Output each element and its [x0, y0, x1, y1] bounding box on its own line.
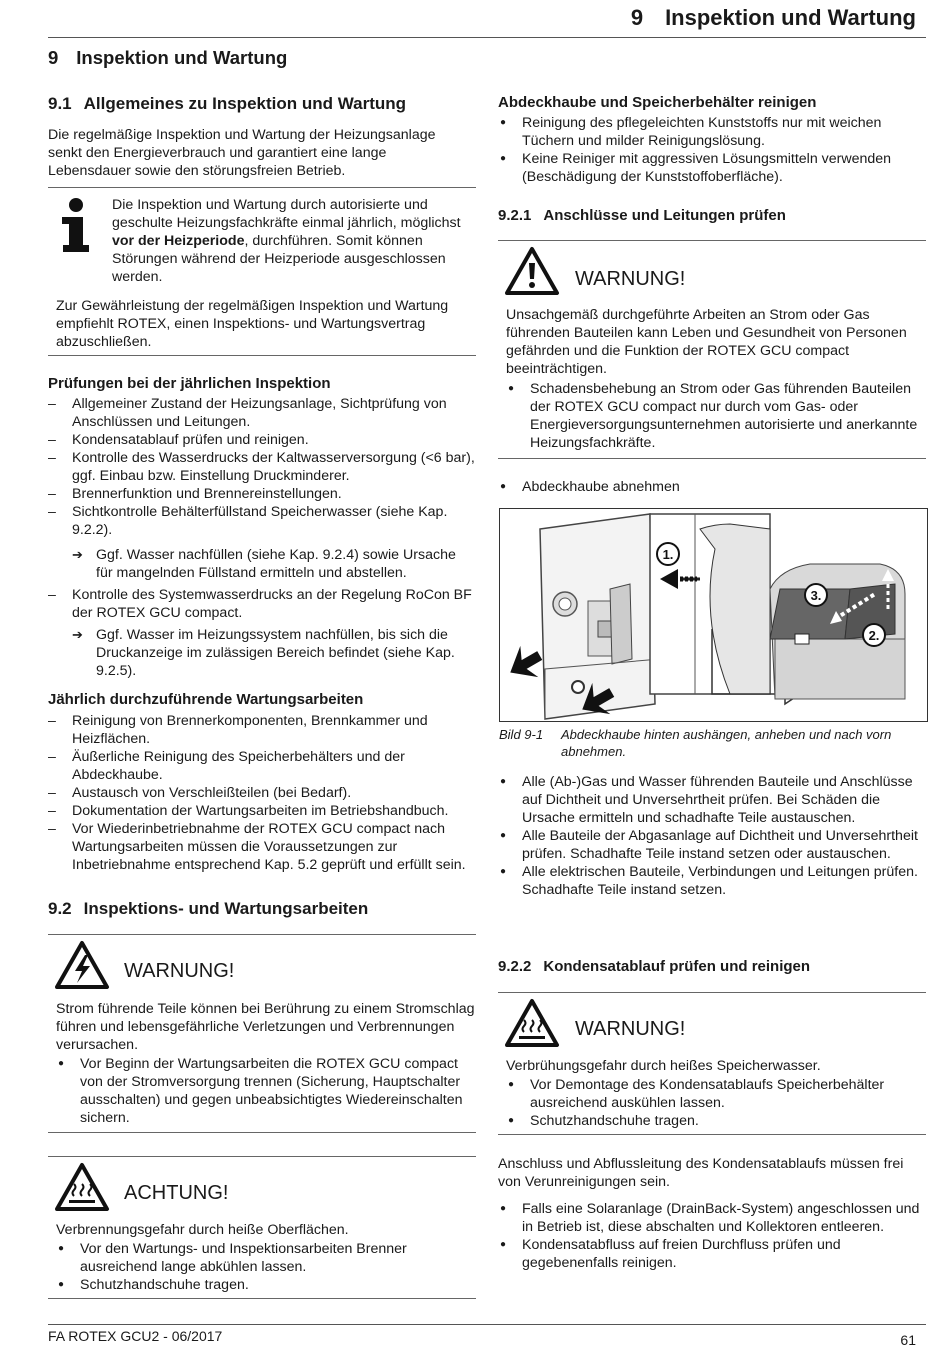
section-title-text: Allgemeines zu Inspektion und Wartung	[83, 94, 407, 113]
list-item: – Kondensatablauf prüfen und reinigen.	[48, 431, 476, 449]
list-item: – Kontrolle des Wasserdrucks der Kaltwasserversorgung (<6 bar), ggf. Einbau bzw. Einstellung Druckminderer.	[48, 449, 476, 485]
list-item: ● Kondensatabfluss auf freien Durchfluss prüfen und gegebenenfalls reinigen.	[498, 1236, 926, 1272]
checks-arrow-list-1	[48, 546, 476, 582]
caution-rule-bottom	[48, 1298, 476, 1299]
warn3-bullets	[506, 1076, 926, 1130]
caution-signal-word	[124, 1184, 228, 1204]
checks-title: Prüfungen bei der jährlichen Inspektion	[48, 375, 331, 392]
list-item: – Äußerliche Reinigung des Speicherbehälters und der Abdeckhaube.	[48, 748, 476, 784]
header-rule	[48, 37, 926, 38]
figure-caption	[499, 726, 927, 762]
warn1-signal-word	[124, 962, 234, 982]
list-item: – Allgemeiner Zustand der Heizungsanlage, Sichtprüfung von Anschlüssen und Leitungen.	[48, 395, 476, 431]
checks-list	[48, 395, 476, 539]
list-item: – Brennerfunktion und Brennereinstellungen.	[48, 485, 476, 503]
list-item: – Kontrolle des Systemwasserdrucks an der Regelung RoCon BF der ROTEX GCU compact.	[48, 586, 476, 622]
electric-warning-icon	[54, 940, 110, 990]
section-number: 9.2.2	[498, 958, 532, 975]
signal-text: WARNUNG!	[575, 268, 686, 290]
list-item: – Sichtkontrolle Behälterfüllstand Speicherwasser (siehe Kap. 9.2.2).	[48, 503, 476, 539]
checks-list-2	[48, 586, 476, 622]
drain-list	[498, 1200, 926, 1272]
maintenance-title: Jährlich durchzuführende Wartungsarbeiten	[48, 691, 364, 708]
step-3-label: 3.	[810, 588, 822, 603]
running-header	[631, 4, 916, 32]
warn2-rule-top	[498, 240, 926, 241]
section-title-text: Anschlüsse und Leitungen prüfen	[543, 207, 786, 224]
warn2-text: Unsachgemäß durchgeführte Arbeiten an Strom oder Gas führenden Bauteilen kann Leben und Gesundheit von Personen gefährden und die Funktion der ROTEX GCU compact beeinträchtigen.	[506, 307, 907, 377]
list-item: ● Vor den Wartungs- und Inspektionsarbeiten Brenner ausreichend lange abkühlen lassen.	[56, 1240, 476, 1276]
signal-text: WARNUNG!	[124, 960, 235, 982]
list-item: ● Schutzhandschuhe tragen.	[506, 1112, 926, 1130]
warn1-rule-bottom	[48, 1132, 476, 1133]
inspection-checks-list	[498, 773, 926, 899]
warn2-rule-bottom	[498, 458, 926, 459]
figure-caption-text: Abdeckhaube hinten aushängen, anheben und nach vorn abnehmen.	[561, 727, 892, 759]
section-number: 9.1	[48, 94, 72, 113]
list-item: ● Alle elektrischen Bauteile, Verbindungen und Leitungen prüfen. Schadhafte Teile instand setzen.	[498, 863, 926, 899]
maintenance-list	[48, 712, 476, 874]
info-rule-bottom	[48, 355, 476, 356]
warn3-rule-bottom	[498, 1134, 926, 1135]
section-title-text: Inspektions- und Wartungsarbeiten	[83, 899, 369, 918]
remove-cover-step	[498, 478, 926, 496]
chapter-title-text: Inspektion und Wartung	[76, 47, 288, 68]
step-1-label: 1.	[662, 547, 674, 562]
warn1-bullets	[56, 1055, 476, 1127]
info-text-pre: Die Inspektion und Wartung durch autorisierte und geschulte Heizungsfachkräfte einmal jährlich, möglichst	[112, 197, 461, 231]
warn3-rule-top	[498, 992, 926, 993]
page-number: 61	[900, 1332, 916, 1348]
list-item: ● Schadensbehebung an Strom oder Gas führenden Bauteilen der ROTEX GCU compact nur durch vom Gas- oder Energieversorgungsunternehmen autorisierte und anerkannte Heizungsfachkräfte.	[506, 380, 926, 452]
info-text	[112, 196, 476, 286]
list-item: ● Vor Demontage des Kondensatablaufs Speicherbehälter ausreichend auskühlen lassen.	[506, 1076, 926, 1112]
info-note: Zur Gewährleistung der regelmäßigen Inspektion und Wartung empfiehlt ROTEX, einen Inspektions- und Wartungsvertrag abzuschließen.	[56, 298, 449, 350]
footer-document-id: FA ROTEX GCU2 - 06/2017	[48, 1328, 223, 1344]
chapter-number: 9	[48, 47, 59, 68]
arrow-item: ➔ Ggf. Wasser im Heizungssystem nachfüllen, bis sich die Druckanzeige im zulässigen Bereich befindet (siehe Kap. 9.2.5).	[48, 626, 476, 680]
info-icon	[56, 197, 96, 253]
signal-text: ACHTUNG!	[124, 1182, 229, 1204]
warn3-text: Verbrühungsgefahr durch heißes Speicherwasser.	[506, 1058, 821, 1074]
list-item: ● Schutzhandschuhe tragen.	[56, 1276, 476, 1294]
list-item: – Vor Wiederinbetriebnahme der ROTEX GCU compact nach Wartungsarbeiten müssen die Voraussetzungen zur Inbetriebnahme entsprechend Kap. 5.2 geprüft und erfüllt sein.	[48, 820, 476, 874]
list-item: ● Alle (Ab-)Gas und Wasser führenden Bauteile und Anschlüsse auf Dichtheit und Unversehrtheit prüfen. Bei Schäden die Ursache ermitteln und schadhafte Teile austauschen.	[498, 773, 926, 827]
warn2-bullets	[506, 380, 926, 452]
list-item: ● Abdeckhaube abnehmen	[498, 478, 926, 496]
section-9-1-title	[48, 93, 476, 115]
list-item: ● Keine Reiniger mit aggressiven Lösungsmitteln verwenden (Beschädigung der Kunststoffoberfläche).	[498, 150, 926, 186]
general-warning-icon	[504, 246, 560, 296]
list-item: ● Alle Bauteile der Abgasanlage auf Dichtheit und Unversehrtheit prüfen. Schadhafte Teile instand setzen oder austauschen.	[498, 827, 926, 863]
running-header-title: Inspektion und Wartung	[665, 5, 916, 30]
info-text-bold: vor der Heizperiode	[112, 233, 245, 249]
chapter-title	[48, 46, 287, 70]
info-text-post: , durchführen. Somit können Störungen während der Heizperiode ausgeschlossen werden.	[112, 233, 446, 285]
caution-rule-top	[48, 1156, 476, 1157]
warn2-signal-word	[575, 270, 685, 290]
caution-bullets	[56, 1240, 476, 1294]
figure-cover-removal	[499, 508, 928, 722]
warn3-signal-word	[575, 1020, 685, 1040]
section-9-2-1-title	[498, 206, 926, 226]
list-item: – Reinigung von Brennerkomponenten, Brennkammer und Heizflächen.	[48, 712, 476, 748]
section-number: 9.2.1	[498, 207, 532, 224]
step-2-label: 2.	[868, 628, 880, 643]
warn1-text: Strom führende Teile können bei Berührung zu einem Stromschlag führen und lebensgefährliche Verletzungen und Verbrennungen verursachen.	[56, 1001, 475, 1053]
signal-text: WARNUNG!	[575, 1018, 686, 1040]
section-number: 9.2	[48, 899, 72, 918]
list-item: ● Vor Beginn der Wartungsarbeiten die ROTEX GCU compact von der Stromversorgung trennen (Sicherung, Hauptschalter ausschalten) und gegen unbeabsichtigtes Wiedereinschalten sichern.	[56, 1055, 476, 1127]
cleaning-list	[498, 114, 926, 186]
footer-rule	[48, 1324, 926, 1325]
list-item: ● Falls eine Solaranlage (DrainBack-System) angeschlossen und in Betrieb ist, diese abschalten und Kollektoren entleeren.	[498, 1200, 926, 1236]
info-rule-top	[48, 187, 476, 188]
hot-surface-icon	[54, 1162, 110, 1212]
section-title-text: Kondensatablauf prüfen und reinigen	[543, 958, 811, 975]
checks-arrow-list-2	[48, 626, 476, 680]
list-item: ● Reinigung des pflegeleichten Kunststoffs nur mit weichen Tüchern und milder Reinigungslösung.	[498, 114, 926, 150]
section-9-2-2-title	[498, 957, 926, 977]
caution-text: Verbrennungsgefahr durch heiße Oberflächen.	[56, 1222, 349, 1238]
cleaning-title: Abdeckhaube und Speicherbehälter reinigen	[498, 94, 817, 111]
warn1-rule-top	[48, 934, 476, 935]
figure-label: Bild 9-1	[499, 727, 544, 742]
list-item: – Dokumentation der Wartungsarbeiten im Betriebshandbuch.	[48, 802, 476, 820]
hot-water-warning-icon	[504, 998, 560, 1048]
list-item: – Austausch von Verschleißteilen (bei Bedarf).	[48, 784, 476, 802]
arrow-item: ➔ Ggf. Wasser nachfüllen (siehe Kap. 9.2.4) sowie Ursache für mangelnden Füllstand ermitteln und abstellen.	[48, 546, 476, 582]
intro-paragraph: Die regelmäßige Inspektion und Wartung der Heizungsanlage senkt den Energieverbrauch und garantiert eine lange Lebensdauer sowie den störungsfreien Betrieb.	[48, 127, 436, 179]
running-header-number: 9	[630, 5, 644, 30]
drain-text: Anschluss und Abflussleitung des Kondensatablaufs müssen frei von Verunreinigungen sein.	[498, 1156, 904, 1190]
section-9-2-title	[48, 898, 476, 920]
